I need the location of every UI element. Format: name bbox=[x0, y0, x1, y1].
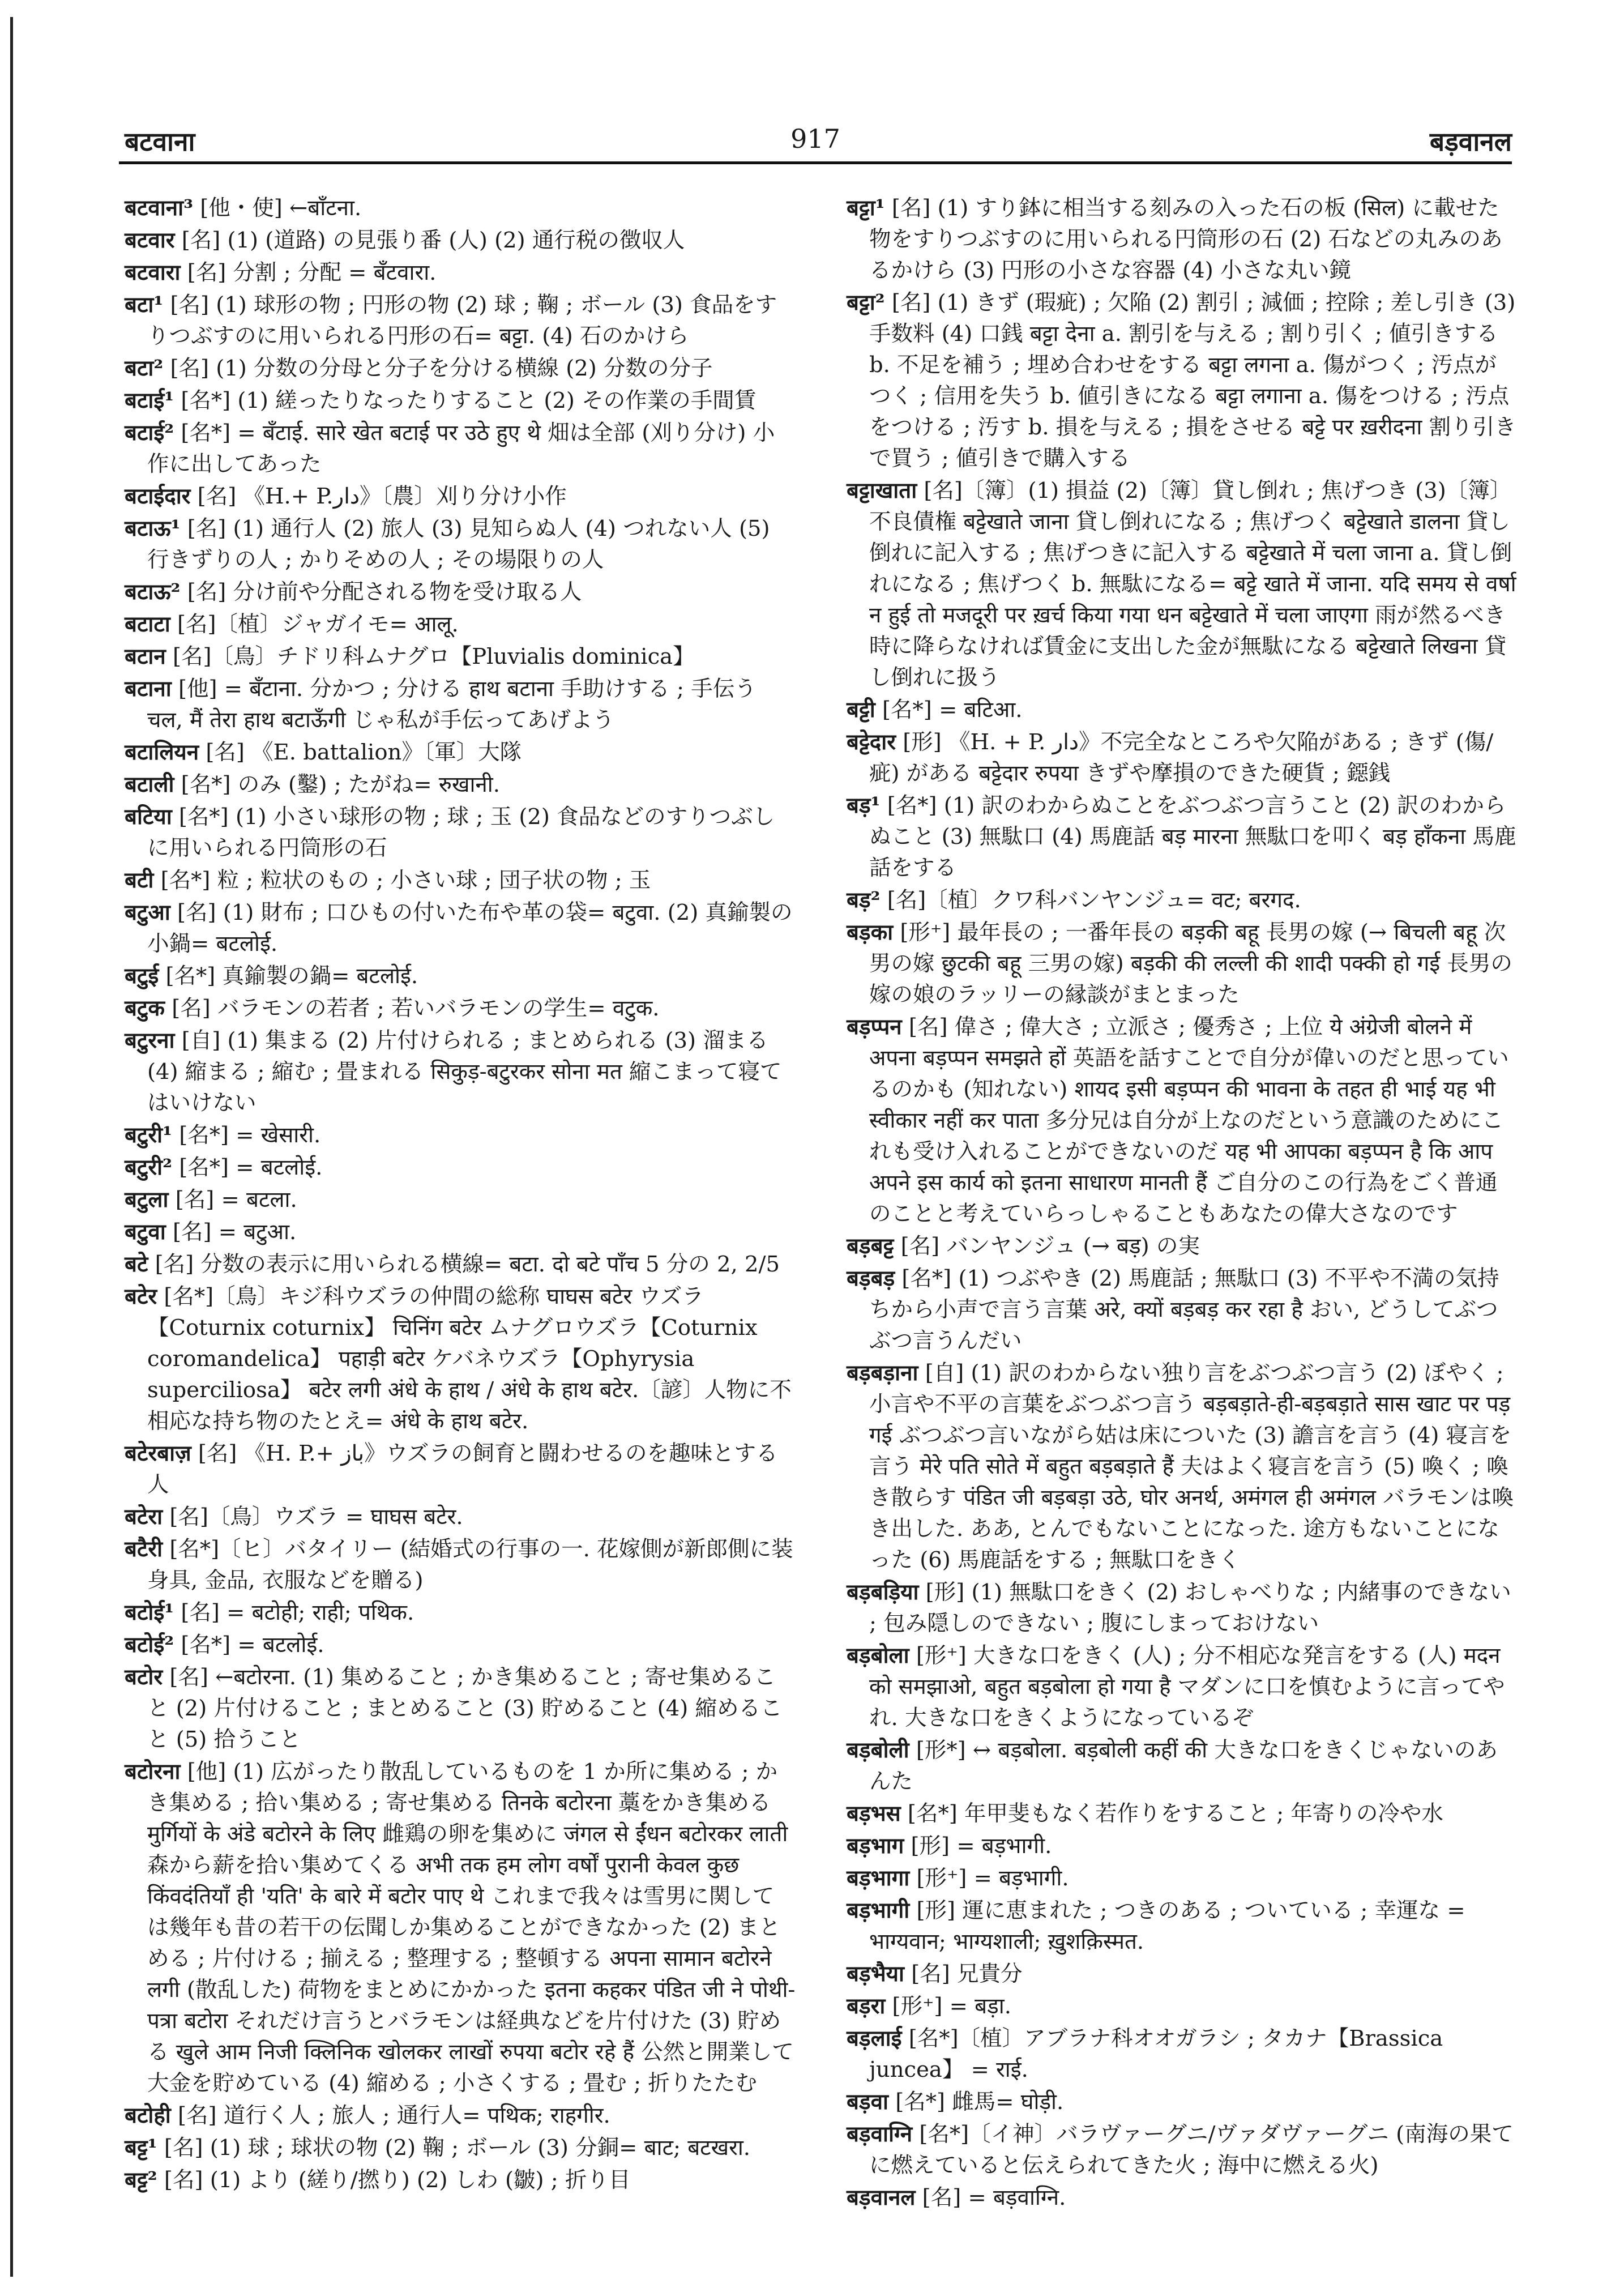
entry-headword: बटे bbox=[125, 1252, 148, 1277]
entry-headword: बड़बट्ट bbox=[847, 1234, 894, 1259]
entry-definition: [名*] 粒 ; 粒状のもの ; 小さい球 ; 団子状の物 ; 玉 bbox=[153, 868, 651, 893]
entry-headword: बड़बड़ bbox=[847, 1266, 895, 1291]
entry-definition: [名]〔簿〕(1) 損益 (2)〔簿〕貸し倒れ ; 焦げつき (3)〔簿〕不良債権 बट्टेखाते जाना 貸し倒れになる ; 焦げつく बट्टेखाते डालना 貸し倒れに記入する ; 焦げつきに記入する बट्टेखाते में चला जाना a. 貸し倒れになる ; 焦げつく b. 無駄になる= बट्टे खाते में जाना. यदि समय से वर्षा न हुई तो मजदूरी पर ख़र्च किया गया धन बट्टेखाते में चला जाएगा 雨が然るべき時に降らなければ賃金に支出した金が無駄になる बट्टेखाते लिखना 貸し倒れに扱う bbox=[869, 478, 1516, 690]
entry-headword: बटवार bbox=[125, 228, 175, 253]
dictionary-entry bbox=[125, 1249, 796, 1280]
entry-headword: बटेरबाज़ bbox=[125, 1441, 191, 1466]
entry-definition: [他] (1) 広がったり散乱しているものを 1 か所に集める ; かき集める ; 拾い集める ; 寄せ集める तिनके बटोरना 藁をかき集める मुर्गियों के अंडे बटोरने के लिए 雌鶏の卵を集めに जंगल से ईंधन बटोरकर लाती 森から薪を拾い集めてくる अभी तक हम लोग वर्षों पुरानी केवल कुछ किंवदंतियाँ ही 'यति' के बारे में बटोर पाए थे これまで我々は雪男に関しては幾年も昔の若干の伝聞しか集めることができなかった (2) まとめる ; 片付ける ; 揃える ; 整理する ; 整頓する अपना सामान बटोरने लगी (散乱した) 荷物をまとめにかかった इतना कहकर पंडित जी ने पोथी-पत्रा बटोरा それだけ言うとバラモンは経典などを片付けた (3) 貯める खुले आम निजी क्लिनिक खोलकर लाखों रुपया बटोर रहे हैं 公然と開業して大金を貯めている (4) 縮める ; 小さくする ; 畳む ; 折りたたむ bbox=[147, 1759, 796, 2096]
dictionary-entry bbox=[847, 193, 1518, 286]
dictionary-entry bbox=[125, 257, 796, 288]
entry-headword: बटुरी² bbox=[125, 1155, 172, 1180]
dictionary-entry bbox=[847, 790, 1518, 883]
entry-headword: बड़² bbox=[847, 887, 881, 913]
entry-definition: [名] 兄貴分 bbox=[904, 1961, 1023, 1987]
entry-definition: [名] (1) きず (瑕疵) ; 欠陥 (2) 割引 ; 減価 ; 控除 ; 差し引き (3) 手数料 (4) 口銭 बट्टा देना a. 割引を与える ; 割り引く ; 値引きする b. 不足を補う ; 埋め合わせをする बट्टा लगना a. 傷がつく ; 汚点がつく ; 信用を失う b. 値引きになる बट्टा लगाना a. 傷をつける ; 汚点をつける ; 汚す b. 損を与える ; 損をさせる बट्टे पर ख़रीदना 割り引きで買う ; 値引きで購入する bbox=[869, 290, 1516, 471]
dictionary-page bbox=[119, 113, 1516, 2265]
entry-headword: बट्ट¹ bbox=[125, 2135, 157, 2161]
dictionary-entry bbox=[847, 1895, 1518, 1957]
dictionary-entry bbox=[125, 1756, 796, 2099]
header-left-headword: बटवाना bbox=[125, 126, 195, 157]
dictionary-entry bbox=[847, 1735, 1518, 1797]
entry-headword: बट्टेदार bbox=[847, 729, 896, 755]
entry-headword: बटाऊ² bbox=[125, 579, 181, 605]
entry-definition: [名] 《E. battalion》〔軍〕大隊 bbox=[199, 740, 522, 765]
dictionary-entry bbox=[847, 1011, 1518, 1230]
entry-headword: बड़बोला bbox=[847, 1643, 909, 1668]
entry-headword: बटुरना bbox=[125, 1028, 175, 1053]
entry-definition: [名] (1) より (縒り/撚り) (2) しわ (皺) ; 折り目 bbox=[157, 2167, 631, 2193]
entry-definition: [他・使] ←बाँटना. bbox=[193, 195, 362, 221]
entry-definition: [名] (1) (道路) の見張り番 (人) (2) 通行税の徴収人 bbox=[174, 228, 685, 253]
dictionary-entry bbox=[125, 769, 796, 800]
entry-headword: बटुवा bbox=[125, 1219, 166, 1245]
dictionary-entry bbox=[125, 1597, 796, 1628]
dictionary-entry bbox=[125, 1629, 796, 1661]
entry-definition: [形⁺] 最年長の ; 一番年長の बड़की बहू 長男の嫁 (→ बिचली बहू 次男の嫁 छुटकी बहू 三男の嫁) बड़की की लल्ली की शादी पक्की हो गई 長男の嫁の娘のラッリーの縁談がまとまった bbox=[869, 920, 1512, 1008]
dictionary-entry bbox=[847, 885, 1518, 916]
entry-headword: बटवाना³ bbox=[125, 195, 193, 221]
entry-definition: [形] (1) 無駄口をきく (2) おしゃべりな ; 内緒事のできない ; 包み隠しのできない ; 腹にしまっておけない bbox=[869, 1580, 1511, 1636]
entry-definition: [名*]〔鳥〕キジ科ウズラの仲間の総称 घाघस बटेर ウズラ【Coturnix coturnix】 चिनिंग बटेर ムナグロウズラ【Coturnix coromandelica】 पहाड़ी बटेर ケバネウズラ【Ophyrysia superciliosa】 बटेर लगी अंधे के हाथ / अंधे के हाथ बटेर.〔諺〕人物に不相応な持ち物のたとえ= अंधे के हाथ बटेर. bbox=[147, 1284, 792, 1434]
entry-headword: बड़भस bbox=[847, 1801, 901, 1826]
entry-headword: बटेर bbox=[125, 1284, 157, 1309]
entry-headword: बटोर bbox=[125, 1664, 163, 1690]
header-right-headword: बड़वानल bbox=[1429, 126, 1512, 157]
dictionary-entry bbox=[847, 1577, 1518, 1639]
header-rule bbox=[119, 161, 1512, 164]
entry-headword: बटाई¹ bbox=[125, 388, 174, 413]
entry-definition: [名] 分け前や分配される物を受け取る人 bbox=[180, 579, 582, 605]
dictionary-entry bbox=[847, 475, 1518, 693]
dictionary-entry bbox=[847, 1991, 1518, 2022]
entry-definition: [名] (1) 分数の分母と分子を分ける横線 (2) 分数の分子 bbox=[163, 356, 713, 381]
entry-headword: बड़भाग bbox=[847, 1833, 904, 1859]
entry-headword: बटी bbox=[125, 868, 154, 893]
entry-headword: बड़¹ bbox=[847, 793, 881, 818]
entry-definition: [名*] (1) 訳のわからぬことをぶつぶつ言うこと (2) 訳のわからぬこと (3) 無駄口 (4) 馬鹿話 बड़ मारना 無駄口を叩く बड़ हाँकना 馬鹿話をする bbox=[869, 793, 1516, 881]
entry-definition: [名]〔鳥〕ウズラ = घाघस बटेर. bbox=[163, 1504, 463, 1530]
dictionary-entry bbox=[125, 225, 796, 256]
dictionary-entry bbox=[125, 1152, 796, 1183]
dictionary-entry bbox=[125, 1534, 796, 1596]
entry-definition: [名] 道行く人 ; 旅人 ; 通行人= पथिक; राहगीर. bbox=[170, 2103, 610, 2128]
entry-definition: [名] = बड़वाग्नि. bbox=[915, 2185, 1066, 2210]
entry-headword: बटिया bbox=[125, 804, 172, 830]
entry-definition: [名] バラモンの若者 ; 若いバラモンの学生= वटुक. bbox=[164, 996, 660, 1021]
entry-definition: [名] バンヤンジュ (→ बड़) の実 bbox=[894, 1234, 1200, 1259]
entry-definition: [名]〔植〕ジャガイモ= आलू. bbox=[170, 612, 459, 637]
entry-headword: बट्ट² bbox=[125, 2167, 157, 2193]
entry-headword: बटुला bbox=[125, 1187, 169, 1213]
dictionary-entry bbox=[125, 2165, 796, 2196]
entry-headword: बटा² bbox=[125, 356, 164, 381]
entry-definition: [名] 《H. P.+ باز》ウズラの飼育と闘わせるのを趣味とする人 bbox=[147, 1441, 778, 1497]
entry-headword: बटुक bbox=[125, 996, 165, 1021]
entry-headword: बटाटा bbox=[125, 612, 170, 637]
dictionary-entry bbox=[125, 1438, 796, 1500]
entry-definition: [名*] = बटलोई. bbox=[174, 1632, 324, 1658]
entry-headword: बटाली bbox=[125, 772, 174, 797]
entry-definition: [名] (1) 通行人 (2) 旅人 (3) 見知らぬ人 (4) つれない人 (5) 行きずりの人 ; かりそめの人 ; その場限りの人 bbox=[147, 516, 770, 573]
entry-definition: [名*] = बटलोई. bbox=[172, 1155, 323, 1180]
dictionary-entry bbox=[125, 961, 796, 992]
entry-definition: [自] (1) 訳のわからない独り言をぶつぶつ言う (2) ぼやく ; 小言や不平の言葉をぶつぶつ言う बड़बड़ाते-ही-बड़बड़ाते सास खाट पर पड़ गई ぶつぶつ言いながら姑は床についた (3) 譫言を言う (4) 寝言を言う मेरे पति सोते में बहुत बड़बड़ाते हैं 夫はよく寝言を言う (5) 喚く ; 喚き散らす पंडित जी बड़बड़ा उठे, घोर अनर्थ, अमंगल ही अमंगल バラモンは喚き出した. ああ, とんでもないことになった. 途方もないことになった (6) 馬鹿話をする ; 無駄口をきく bbox=[869, 1360, 1514, 1573]
entry-definition: [形] 運に恵まれた ; つきのある ; ついている ; 幸運な = भाग्यवान; भाग्यशाली; ख़ुशक़िस्मत. bbox=[869, 1898, 1465, 1954]
dictionary-entry bbox=[847, 1798, 1518, 1829]
dictionary-entry bbox=[125, 1662, 796, 1755]
dictionary-entry bbox=[125, 737, 796, 768]
entry-headword: बट्टी bbox=[847, 697, 875, 723]
page-edge-bar bbox=[10, 17, 13, 2277]
entry-headword: बटोरना bbox=[125, 1759, 181, 1785]
entry-headword: बटाऊ¹ bbox=[125, 516, 181, 541]
entry-definition: [名] 分数の表示に用いられる横線= बटा. दो बटे पाँच 5 分の 2, 2/5 bbox=[148, 1252, 780, 1277]
dictionary-entry bbox=[125, 513, 796, 575]
dictionary-entry bbox=[125, 993, 796, 1024]
entry-definition: [形⁺] = बड़भागी. bbox=[909, 1866, 1069, 1891]
dictionary-entry bbox=[125, 865, 796, 896]
dictionary-entry bbox=[125, 609, 796, 640]
dictionary-entry bbox=[125, 1120, 796, 1151]
dictionary-entry bbox=[125, 801, 796, 864]
entry-definition: [名] ←बटोरना. (1) 集めること ; かき集めること ; 寄せ集めること (2) 片付けること ; まとめること (3) 貯めること (4) 縮めること (5) 拾うこと bbox=[147, 1664, 783, 1752]
page-header bbox=[119, 113, 1512, 176]
dictionary-entry bbox=[847, 1640, 1518, 1734]
entry-headword: बड़वानल bbox=[847, 2185, 916, 2210]
dictionary-entry bbox=[847, 2023, 1518, 2085]
left-column bbox=[125, 193, 796, 2197]
dictionary-entry bbox=[125, 1025, 796, 1119]
entry-definition: [名*]〔植〕アブラナ科オオガラシ ; タカナ【Brassica juncea】 = राई. bbox=[869, 2026, 1443, 2082]
entry-headword: बड़रा bbox=[847, 1994, 886, 2019]
dictionary-entry bbox=[125, 673, 796, 736]
dictionary-entry bbox=[125, 577, 796, 608]
entry-headword: बटवारा bbox=[125, 260, 181, 285]
entry-headword: बटाना bbox=[125, 676, 172, 702]
entry-headword: बड़लाई bbox=[847, 2026, 902, 2051]
dictionary-entry bbox=[125, 353, 796, 384]
entry-definition: [名*] = खेसारी. bbox=[172, 1122, 321, 1148]
dictionary-entry bbox=[125, 1217, 796, 1248]
dictionary-entry bbox=[125, 193, 796, 224]
entry-headword: बटेरा bbox=[125, 1504, 163, 1530]
dictionary-entry bbox=[847, 1830, 1518, 1862]
entry-definition: [形⁺] 大きな口をきく (人) ; 分不相応な発言をする (人) मदन को समझाओ, बहुत बड़बोला हो गया है マダンに口を慎むように言ってやれ. 大きな口をきくようになっているぞ bbox=[869, 1643, 1505, 1731]
entry-definition: [名]〔鳥〕チドリ科ムナグロ【Pluvialis dominica】 bbox=[165, 644, 695, 669]
entry-headword: बड़का bbox=[847, 920, 894, 945]
entry-definition: [名] 偉さ ; 偉大さ ; 立派さ ; 優秀さ ; 上位 ये अंग्रेजी बोलने में अपना बड़प्पन समझते हों 英語を話すことで自分が偉いのだと思っているのかも (知れない) शायद इसी बड़प्पन की भावना के तहत ही भाई यह भी स्वीकार नहीं कर पाता 多分兄は自分が上なのだという意識のためにこれも受け入れることができないのだ यह भी आपका बड़प्पन है कि आप अपने इस कार्य को इतना साधारण मानती हैं ご自分のこの行為をごく普通のことと考えていらっしゃることもあなたの偉大さなのです bbox=[869, 1014, 1509, 1227]
entry-definition: [名] = बटुआ. bbox=[165, 1219, 297, 1245]
entry-headword: बटाईदार bbox=[125, 484, 191, 509]
entry-headword: बटोही bbox=[125, 2103, 171, 2128]
entry-definition: [名*] 年甲斐もなく若作りをすること ; 年寄りの冷や水 bbox=[900, 1801, 1443, 1826]
entry-definition: [名] (1) 球 ; 球状の物 (2) 鞠 ; ボール (3) 分銅= बाट; बटखरा. bbox=[157, 2135, 751, 2161]
entry-headword: बड़वाग्नि bbox=[847, 2122, 913, 2147]
entry-headword: बटान bbox=[125, 644, 166, 669]
entry-definition: [名] (1) すり鉢に相当する刻みの入った石の板 (सिल) に載せた物をすりつぶすのに用いられる円筒形の石 (2) 石などの丸みのあるかけら (3) 円形の小さな容器 (4) 小さな丸い鏡 bbox=[869, 195, 1503, 283]
entry-headword: बटोई² bbox=[125, 1632, 174, 1658]
dictionary-entry bbox=[847, 694, 1518, 725]
entry-headword: बटुरी¹ bbox=[125, 1122, 172, 1148]
entry-definition: [名] (1) 財布 ; 口ひもの付いた布や革の袋= बटुवा. (2) 真鍮製の小鍋= बटलोई. bbox=[147, 900, 793, 957]
entry-definition: [名] = बटोही; राही; पथिक. bbox=[174, 1600, 414, 1625]
dictionary-entry bbox=[125, 1184, 796, 1215]
dictionary-entry bbox=[847, 1358, 1518, 1576]
entry-headword: बड़भागी bbox=[847, 1898, 910, 1923]
entry-headword: बटाई² bbox=[125, 420, 174, 446]
dictionary-entry bbox=[125, 1281, 796, 1437]
entry-definition: [名*] (1) 小さい球形の物 ; 球 ; 玉 (2) 食品などのすりつぶしに用いられる円筒形の石 bbox=[147, 804, 775, 861]
entry-definition: [形⁺] = बड़ा. bbox=[885, 1994, 1011, 2019]
entry-definition: [名] 分割 ; 分配 = बँटवारा. bbox=[180, 260, 437, 285]
entry-headword: बटा¹ bbox=[125, 292, 164, 318]
entry-headword: बड़वा bbox=[847, 2089, 888, 2115]
entry-definition: [名*] (1) つぶやき (2) 馬鹿話 ; 無駄口 (3) 不平や不満の気持ちから小声で言う言葉 अरे, क्यों बड़बड़ कर रहा है おい, どうしてぶつぶつ言うんだい bbox=[869, 1266, 1499, 1354]
entry-definition: [形] 《H. + P. دار》不完全なところや欠陥がある ; きず (傷/疵) がある बट्टेदार रुपया きずや摩損のできた硬貨 ; 鐚銭 bbox=[869, 729, 1494, 786]
dictionary-entry bbox=[125, 1501, 796, 1533]
entry-definition: [名*] 雌馬= घोड़ी. bbox=[888, 2089, 1064, 2115]
entry-headword: बटुआ bbox=[125, 900, 170, 925]
entry-definition: [名*] = बँटाई. सारे खेत बटाई पर उठे हुए थे 畑は全部 (刈り分け) 小作に出してあった bbox=[147, 420, 775, 477]
entry-definition: [名*]〔ヒ〕バタイリー (結婚式の行事の一. 花嫁側が新郎側に装身具, 金品, 衣服などを贈る) bbox=[147, 1536, 793, 1593]
entry-headword: बटुई bbox=[125, 963, 159, 989]
entry-definition: [自] (1) 集まる (2) 片付けられる ; まとめられる (3) 溜まる (4) 縮まる ; 縮む ; 畳まれる सिकुड़-बटुरकर सोना मत 縮こまって寝てはいけない bbox=[147, 1028, 782, 1116]
entry-headword: बड़भागा bbox=[847, 1866, 910, 1891]
entry-headword: बटैरी bbox=[125, 1536, 163, 1562]
dictionary-entry bbox=[125, 289, 796, 352]
dictionary-entry bbox=[847, 2119, 1518, 2181]
entry-definition: [名]〔植〕クワ科バンヤンジュ= वट; बरगद. bbox=[880, 887, 1301, 913]
entry-headword: बट्टा¹ bbox=[847, 195, 885, 221]
entry-headword: बड़प्पन bbox=[847, 1014, 902, 1040]
dictionary-entry bbox=[847, 1863, 1518, 1894]
dictionary-entry bbox=[125, 385, 796, 416]
entry-headword: बटोई¹ bbox=[125, 1600, 174, 1625]
dictionary-entry bbox=[125, 2100, 796, 2131]
entry-definition: [名*] (1) 縒ったりなったりすること (2) その作業の手間賃 bbox=[174, 388, 757, 413]
dictionary-entry bbox=[847, 287, 1518, 474]
dictionary-entry bbox=[847, 1263, 1518, 1356]
entry-definition: [名] 《H.+ P.دار》〔農〕刈り分け小作 bbox=[190, 484, 567, 509]
dictionary-entry bbox=[847, 1231, 1518, 1262]
dictionary-entry bbox=[847, 727, 1518, 789]
entry-headword: बड़भैया bbox=[847, 1961, 904, 1987]
dictionary-entry bbox=[847, 2182, 1518, 2213]
entry-definition: [形*] ↔ बड़बोला. बड़बोली कहीं की 大きな口をきくじゃないのあんた bbox=[869, 1738, 1498, 1794]
dictionary-entry bbox=[125, 481, 796, 512]
entry-headword: बट्टाखाता bbox=[847, 478, 917, 503]
entry-headword: बट्टा² bbox=[847, 290, 885, 315]
entry-definition: [形] = बड़भागी. bbox=[904, 1833, 1052, 1859]
entry-headword: बड़बोली bbox=[847, 1738, 909, 1763]
dictionary-entry bbox=[847, 917, 1518, 1010]
entry-headword: बड़बड़ाना bbox=[847, 1360, 918, 1386]
right-column bbox=[847, 193, 1518, 2214]
entry-definition: [名] (1) 球形の物 ; 円形の物 (2) 球 ; 鞠 ; ボール (3) 食品をすりつぶすのに用いられる円形の石= बट्टा. (4) 石のかけら bbox=[147, 292, 777, 349]
entry-definition: [名] = बटला. bbox=[168, 1187, 297, 1213]
entry-headword: बड़बड़िया bbox=[847, 1580, 919, 1605]
entry-definition: [名*] のみ (鑿) ; たがね= रुखानी. bbox=[174, 772, 500, 797]
dictionary-entry bbox=[125, 641, 796, 672]
entry-definition: [名*] 真鍮製の鍋= बटलोई. bbox=[159, 963, 418, 989]
dictionary-entry bbox=[125, 897, 796, 959]
entry-definition: [名*]〔イ神〕バラヴァーグニ/ヴァダヴァーグニ (南海の果てに燃えていると伝えられてきた火 ; 海中に燃える火) bbox=[869, 2122, 1514, 2178]
dictionary-entry bbox=[847, 1958, 1518, 1990]
dictionary-entry bbox=[125, 2132, 796, 2163]
entry-headword: बटालियन bbox=[125, 740, 199, 765]
entry-definition: [他] = बँटाना. 分かつ ; 分ける हाथ बटाना 手助けする ; 手伝う चल, मैं तेरा हाथ बटाऊँगी じゃ私が手伝ってあげよう bbox=[147, 676, 757, 733]
page-number: 917 bbox=[790, 123, 840, 154]
dictionary-entry bbox=[125, 417, 796, 480]
entry-definition: [名*] = बटिआ. bbox=[875, 697, 1023, 723]
dictionary-entry bbox=[847, 2086, 1518, 2118]
